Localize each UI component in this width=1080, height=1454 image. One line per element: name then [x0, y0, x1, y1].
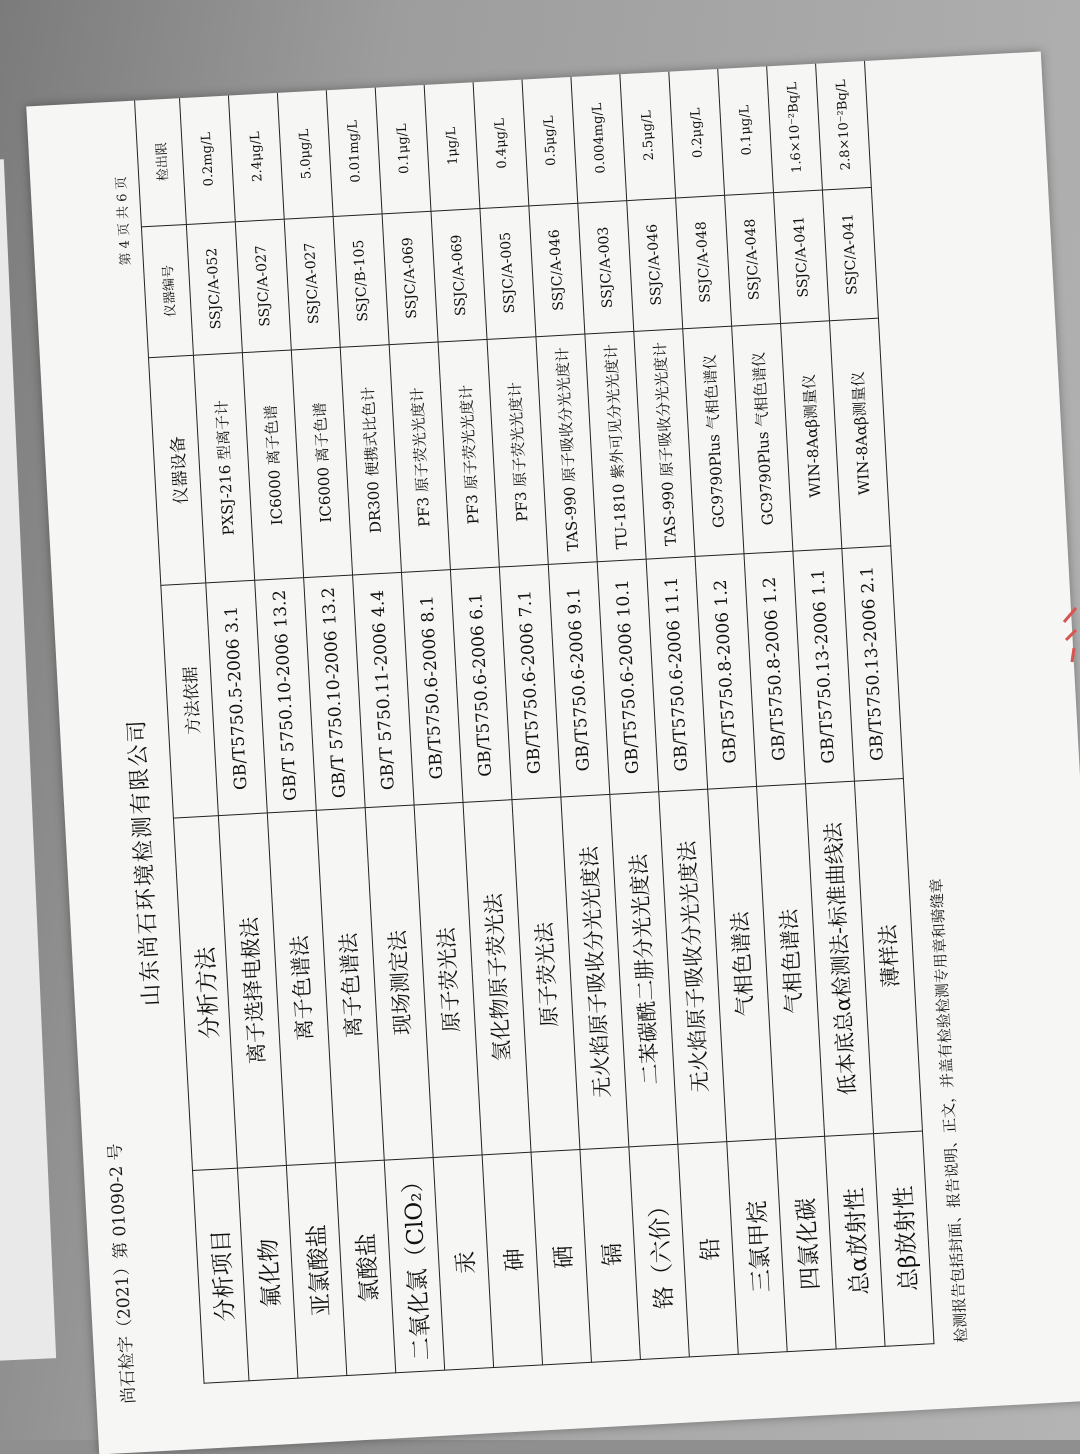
cell-analysis-item: 亚氯酸盐 [286, 1163, 346, 1378]
header-detection-limit: 检出限 [135, 97, 187, 227]
page-number: 第 4 页 共 6 页 [114, 175, 134, 266]
cell-detection-limit: 1.6×10⁻²Bq/L [767, 62, 823, 192]
cell-equipment: TU-1810 紫外可见分光光度计 [585, 331, 646, 561]
cell-equipment: GC9790Plus 气相色谱仪 [683, 326, 744, 556]
cell-method-basis: GB/T5750.5-2006 3.1 [206, 580, 268, 815]
cell-instrument-no: SSJC/A-048 [676, 195, 732, 328]
cell-instrument-no: SSJC/A-069 [431, 209, 487, 342]
cell-detection-limit: 0.1μg/L [375, 83, 431, 213]
cell-detection-limit: 2.5μg/L [620, 70, 676, 200]
header-analysis-method: 分析方法 [173, 816, 237, 1171]
cell-detection-limit: 0.5μg/L [522, 75, 578, 205]
cell-method-basis: GB/T5750.6-2006 7.1 [499, 564, 561, 799]
cell-detection-limit: 0.004mg/L [571, 73, 627, 203]
cell-analysis-method: 离子色谱法 [316, 808, 384, 1163]
cell-detection-limit: 1μg/L [424, 81, 480, 211]
cell-equipment: PXSJ-216 型离子计 [193, 353, 254, 583]
cell-method-basis: GB/T5750.8-2006 1.2 [695, 554, 757, 789]
cell-analysis-item: 二氧化氯（ClO₂） [384, 1157, 444, 1372]
cell-method-basis: GB/T5750.6-2006 9.1 [548, 562, 610, 797]
cell-instrument-no: SSJC/A-048 [725, 193, 781, 326]
cell-instrument-no: SSJC/A-069 [382, 211, 438, 344]
cell-detection-limit: 0.01mg/L [326, 86, 382, 216]
footer-note: 检测报告包括封面、报告说明、正文，并盖有检验检测专用章和骑缝章 [927, 877, 971, 1344]
cell-equipment: WIN-8Aαβ测量仪 [781, 321, 842, 551]
cell-detection-limit: 0.2mg/L [179, 94, 235, 224]
cell-method-basis: GB/T5750.8-2006 1.2 [744, 551, 806, 786]
cell-analysis-method: 气相色谱法 [708, 786, 776, 1141]
cell-analysis-item: 铅 [678, 1142, 738, 1357]
cell-instrument-no: SSJC/A-041 [822, 187, 878, 320]
cell-analysis-method: 现场测定法 [365, 805, 433, 1160]
cell-equipment: IC6000 离子色谱 [242, 350, 303, 580]
cell-method-basis: GB/T5750.13-2006 2.1 [842, 546, 904, 781]
cell-equipment: DR300 便携式比色计 [340, 345, 401, 575]
cell-instrument-no: SSJC/A-003 [578, 201, 634, 334]
company-name: 山东尚石环境检测有限公司 [124, 717, 166, 1007]
cell-instrument-no: SSJC/A-046 [627, 198, 683, 331]
cell-instrument-no: SSJC/A-005 [480, 206, 536, 339]
cell-detection-limit: 0.4μg/L [473, 78, 529, 208]
cell-analysis-item: 总β放射性 [874, 1131, 934, 1346]
cell-analysis-item: 铬（六价） [629, 1144, 689, 1359]
cell-detection-limit: 2.4μg/L [228, 91, 284, 221]
red-stamp-fragment [1058, 600, 1080, 770]
header-instrument-no: 仪器编号 [141, 224, 193, 357]
cell-instrument-no: SSJC/A-027 [235, 219, 291, 352]
table-body [179, 60, 934, 1381]
cell-equipment: PF3 原子荧光光度计 [438, 339, 499, 569]
cell-analysis-method: 离子选择电极法 [218, 813, 286, 1168]
analysis-methods-table [134, 59, 935, 1384]
cell-equipment: PF3 原子荧光光度计 [487, 337, 548, 567]
cell-analysis-method: 离子色谱法 [267, 810, 335, 1165]
cell-detection-limit: 0.2μg/L [669, 68, 725, 198]
cell-equipment: WIN-8Aαβ测量仪 [830, 318, 891, 548]
cell-analysis-method: 无火焰原子吸收分光光度法 [561, 794, 629, 1149]
cell-analysis-item: 砷 [482, 1152, 542, 1367]
cell-detection-limit: 5.0μg/L [277, 89, 333, 219]
cell-analysis-method: 低本底总α检测法-标准曲线法 [806, 781, 874, 1136]
cell-analysis-method: 无火焰原子吸收分光光度法 [659, 789, 727, 1144]
cell-instrument-no: SSJC/A-052 [186, 222, 242, 355]
report-number: 尚石检字（2021）第 01090-2 号 [105, 1142, 140, 1405]
cell-detection-limit: 2.8×10⁻²Bq/L [816, 60, 872, 190]
cell-detection-limit: 0.1μg/L [718, 65, 774, 195]
header-equipment: 仪器设备 [149, 355, 206, 585]
report-page [26, 52, 1080, 1454]
header-method-basis: 方法依据 [161, 583, 219, 818]
cell-analysis-method: 气相色谱法 [757, 784, 825, 1139]
cell-method-basis: GB/T 5750.10-2006 13.2 [304, 575, 366, 810]
cell-method-basis: GB/T5750.6-2006 6.1 [450, 567, 512, 802]
cell-analysis-item: 硒 [531, 1150, 591, 1365]
cell-method-basis: GB/T5750.6-2006 10.1 [597, 559, 659, 794]
header-analysis-item: 分析项目 [193, 1168, 249, 1383]
cell-analysis-item: 镉 [580, 1147, 640, 1362]
cell-equipment: GC9790Plus 气相色谱仪 [732, 323, 793, 553]
cell-instrument-no: SSJC/A-027 [284, 217, 340, 350]
cell-method-basis: GB/T5750.6-2006 11.1 [646, 556, 708, 791]
page-content [28, 80, 1057, 1430]
cell-analysis-method: 薄样法 [854, 779, 922, 1134]
cell-analysis-item: 汞 [433, 1155, 493, 1370]
stamp-edge-icon [1058, 600, 1080, 770]
cell-method-basis: GB/T 5750.11-2006 4.4 [353, 572, 415, 807]
cell-equipment: PF3 原子荧光光度计 [389, 342, 450, 572]
cell-equipment: TAS-990 原子吸收分光光度计 [536, 334, 597, 564]
cell-analysis-item: 三氯甲烷 [727, 1139, 787, 1354]
cell-instrument-no: SSJC/A-046 [529, 203, 585, 336]
cell-method-basis: GB/T 5750.10-2006 13.2 [255, 578, 317, 813]
cell-equipment: TAS-990 原子吸收分光光度计 [634, 329, 695, 559]
cell-analysis-method: 二苯碳酰二肼分光光度法 [610, 792, 678, 1147]
cell-analysis-item: 四氯化碳 [776, 1136, 836, 1351]
cell-analysis-method: 原子荧光法 [414, 802, 482, 1157]
cell-method-basis: GB/T5750.6-2006 8.1 [401, 570, 463, 805]
cell-analysis-item: 氯酸盐 [335, 1160, 395, 1375]
cell-instrument-no: SSJC/A-041 [773, 190, 829, 323]
cell-equipment: IC6000 离子色谱 [291, 347, 352, 577]
cell-instrument-no: SSJC/B-105 [333, 214, 389, 347]
cell-analysis-method: 原子荧光法 [512, 797, 580, 1152]
cell-analysis-item: 氟化物 [237, 1165, 297, 1380]
cell-analysis-item: 总α放射性 [825, 1134, 885, 1349]
cell-analysis-method: 氢化物原子荧光法 [463, 800, 531, 1155]
cell-method-basis: GB/T5750.13-2006 1.1 [793, 549, 855, 784]
